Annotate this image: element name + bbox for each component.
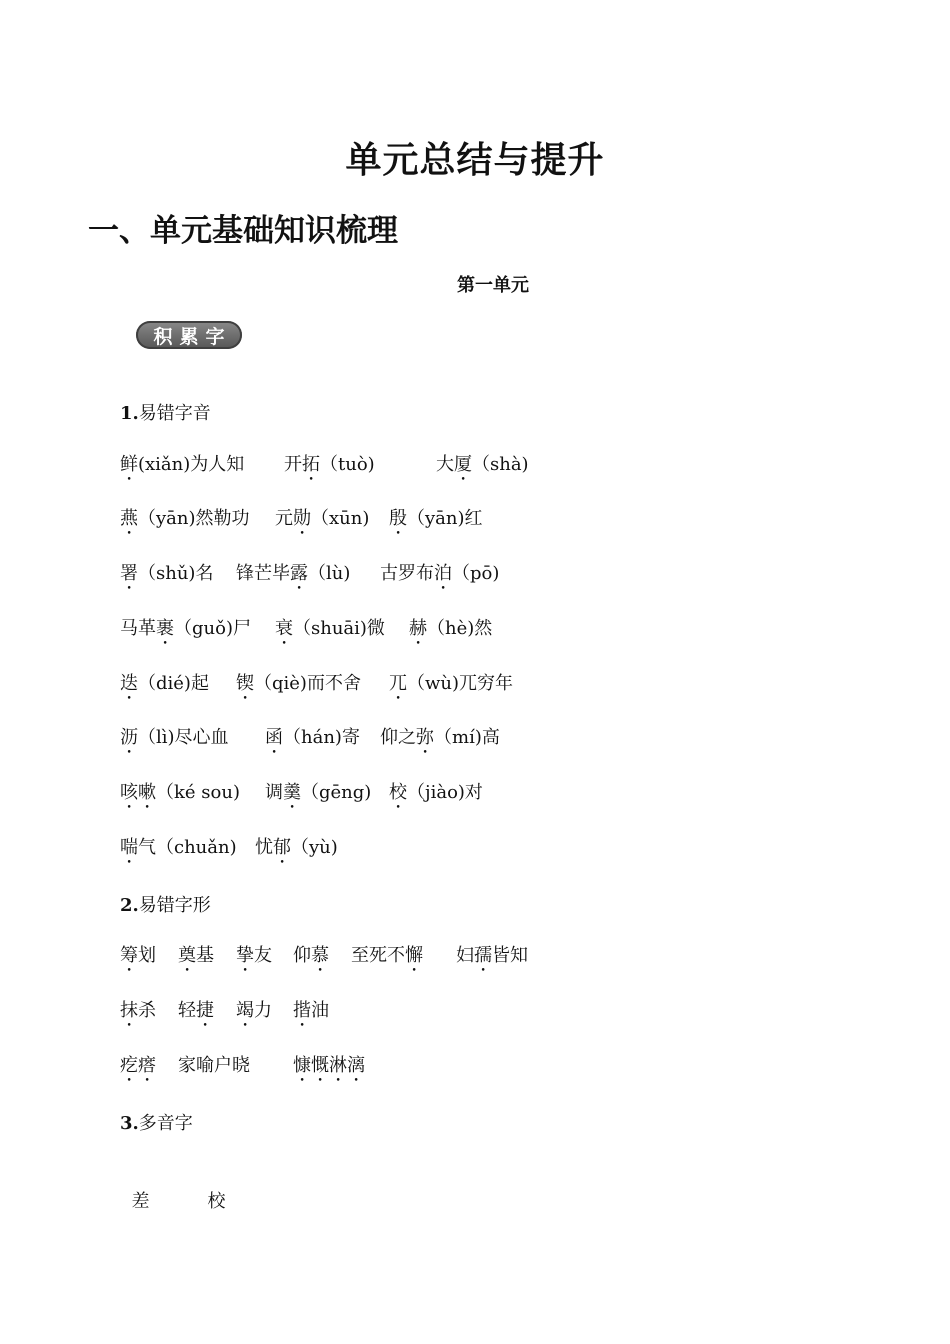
emphasized-char: 慕: [311, 945, 329, 966]
pronunciation-item: [380, 562, 499, 594]
pronunciation-item: [436, 453, 529, 485]
item-text: 友: [254, 945, 272, 966]
emphasized-char: 疙瘩: [120, 1055, 156, 1076]
item-text: （mí)高: [434, 727, 500, 748]
emphasized-char: 弥: [416, 727, 434, 748]
emphasized-char: 沥: [120, 727, 138, 748]
emphasized-char: 衰: [275, 618, 293, 639]
emphasized-char: 拓: [302, 454, 320, 475]
item-text: 大: [436, 454, 454, 475]
pronunciation-item: [255, 836, 338, 868]
pronunciation-item: [284, 453, 375, 485]
emphasized-char: 慷慨淋漓: [293, 1055, 365, 1076]
character-shape-item: [120, 1054, 156, 1086]
subheading-number: 2.: [120, 895, 139, 916]
emphasized-char: 赫: [409, 618, 427, 639]
emphasized-char: 迭: [120, 673, 138, 694]
emphasized-char: 署: [120, 563, 138, 584]
item-text: 调: [265, 782, 283, 803]
item-text: （yān)然勒功: [138, 508, 250, 529]
subheading-character-shape: [120, 894, 211, 918]
item-text: 开: [284, 454, 302, 475]
item-text: 锋芒毕: [236, 563, 290, 584]
item-text: 古罗布: [380, 563, 434, 584]
emphasized-char: 厦: [454, 454, 472, 475]
subheading-number: 1.: [120, 403, 139, 424]
badge-label: 积累字: [153, 325, 232, 348]
character-shape-item: [178, 999, 214, 1031]
polyphonic-list: [120, 1166, 225, 1214]
item-text: （lù): [308, 563, 351, 584]
item-text: 仰之: [380, 727, 416, 748]
character-shape-item: [178, 944, 214, 976]
item-text: (xiǎn)为人知: [138, 454, 245, 475]
item-text: （dié)起: [138, 673, 209, 694]
pronunciation-item: [120, 617, 251, 649]
item-text: （shà): [472, 454, 529, 475]
emphasized-char: 羹: [283, 782, 301, 803]
item-text: （hè)然: [427, 618, 493, 639]
pronunciation-item: [120, 781, 240, 813]
emphasized-char: 懈: [405, 945, 423, 966]
pronunciation-item: [389, 781, 483, 813]
emphasized-char: 裹: [156, 618, 174, 639]
item-text: （jiào)对: [407, 782, 483, 803]
character-shape-item: [456, 944, 528, 976]
emphasized-char: 抹: [120, 1000, 138, 1021]
item-text: （qiè)而不舍: [254, 673, 361, 694]
pronunciation-item: [120, 453, 244, 485]
character-shape-item: [178, 1054, 250, 1086]
pronunciation-item: [275, 507, 369, 539]
item-text: 基: [196, 945, 214, 966]
item-text: （pō): [452, 563, 500, 584]
emphasized-char: 挚: [236, 945, 254, 966]
subheading-text: 易错字形: [138, 895, 211, 916]
item-text: （shuāi)微: [293, 618, 385, 639]
item-text: 杀: [138, 1000, 156, 1021]
subheading-text: 易错字音: [138, 403, 211, 424]
emphasized-char: 郁: [273, 837, 291, 858]
section-heading: 一、单元基础知识梳理: [88, 213, 398, 249]
emphasized-char: 露: [290, 563, 308, 584]
page-title: 单元总结与提升: [345, 140, 605, 181]
item-text: 马革: [120, 618, 156, 639]
item-text: 家喻户晓: [178, 1055, 250, 1076]
emphasized-char: 函: [265, 727, 283, 748]
item-text: 油: [311, 1000, 329, 1021]
emphasized-char: 校: [389, 782, 407, 803]
emphasized-char: 捷: [196, 1000, 214, 1021]
item-text: （yù): [291, 837, 338, 858]
pronunciation-item: [236, 672, 361, 704]
item-text: 皆知: [492, 945, 528, 966]
item-text: （xūn): [311, 508, 370, 529]
item-text: 妇: [456, 945, 474, 966]
polyphonic-char: 差: [131, 1191, 150, 1212]
item-text: 轻: [178, 1000, 196, 1021]
item-text: 划: [138, 945, 156, 966]
pronunciation-item: [120, 672, 209, 704]
subheading-pronunciation: [120, 402, 211, 426]
emphasized-char: 咳嗽: [120, 782, 156, 803]
character-shape-item: [293, 1054, 365, 1086]
emphasized-char: 锲: [236, 673, 254, 694]
item-text: 力: [254, 1000, 272, 1021]
character-shape-item: [236, 999, 272, 1031]
polyphonic-char: 校: [207, 1191, 226, 1212]
emphasized-char: 勋: [293, 508, 311, 529]
item-text: 气（chuǎn): [138, 837, 237, 858]
item-text: （lì)尽心血: [138, 727, 229, 748]
emphasized-char: 殷: [389, 508, 407, 529]
item-text: （wù)兀穷年: [407, 673, 514, 694]
pronunciation-item: [120, 507, 250, 539]
emphasized-char: 奠: [178, 945, 196, 966]
subheading-text: 多音字: [138, 1113, 193, 1134]
item-text: 至死不: [351, 945, 405, 966]
emphasized-char: 孺: [474, 945, 492, 966]
item-text: （gēng): [301, 782, 372, 803]
pronunciation-item: [236, 562, 350, 594]
emphasized-char: 泊: [434, 563, 452, 584]
pronunciation-item: [265, 781, 371, 813]
pronunciation-item: [409, 617, 492, 649]
pronunciation-item: [275, 617, 385, 649]
item-text: 忧: [255, 837, 273, 858]
item-text: （yān)红: [407, 508, 483, 529]
item-text: 元: [275, 508, 293, 529]
emphasized-char: 揩: [293, 1000, 311, 1021]
pronunciation-item: [120, 562, 213, 594]
character-shape-item: [293, 944, 329, 976]
pronunciation-item: [389, 507, 483, 539]
item-text: 仰: [293, 945, 311, 966]
item-text: （guǒ)尸: [174, 618, 251, 639]
item-text: （shǔ)名: [138, 563, 214, 584]
subheading-number: 3.: [120, 1113, 139, 1134]
emphasized-char: 喘: [120, 837, 138, 858]
emphasized-char: 兀: [389, 673, 407, 694]
unit-title: 第一单元: [457, 275, 529, 296]
item-text: （hán)寄: [283, 727, 360, 748]
character-shape-item: [351, 944, 423, 976]
pronunciation-item: [380, 726, 500, 758]
pronunciation-item: [120, 836, 237, 868]
item-text: （tuò): [320, 454, 375, 475]
character-shape-item: [120, 999, 156, 1031]
emphasized-char: 鲜: [120, 454, 138, 475]
item-text: （ké sou): [156, 782, 240, 803]
accumulate-characters-badge: [136, 321, 242, 349]
pronunciation-item: [265, 726, 360, 758]
pronunciation-item: [389, 672, 513, 704]
subheading-polyphonic: [120, 1112, 193, 1136]
character-shape-item: [120, 944, 156, 976]
emphasized-char: 筹: [120, 945, 138, 966]
character-shape-item: [293, 999, 329, 1031]
emphasized-char: 竭: [236, 1000, 254, 1021]
emphasized-char: 燕: [120, 508, 138, 529]
character-shape-item: [236, 944, 272, 976]
pronunciation-item: [120, 726, 229, 758]
